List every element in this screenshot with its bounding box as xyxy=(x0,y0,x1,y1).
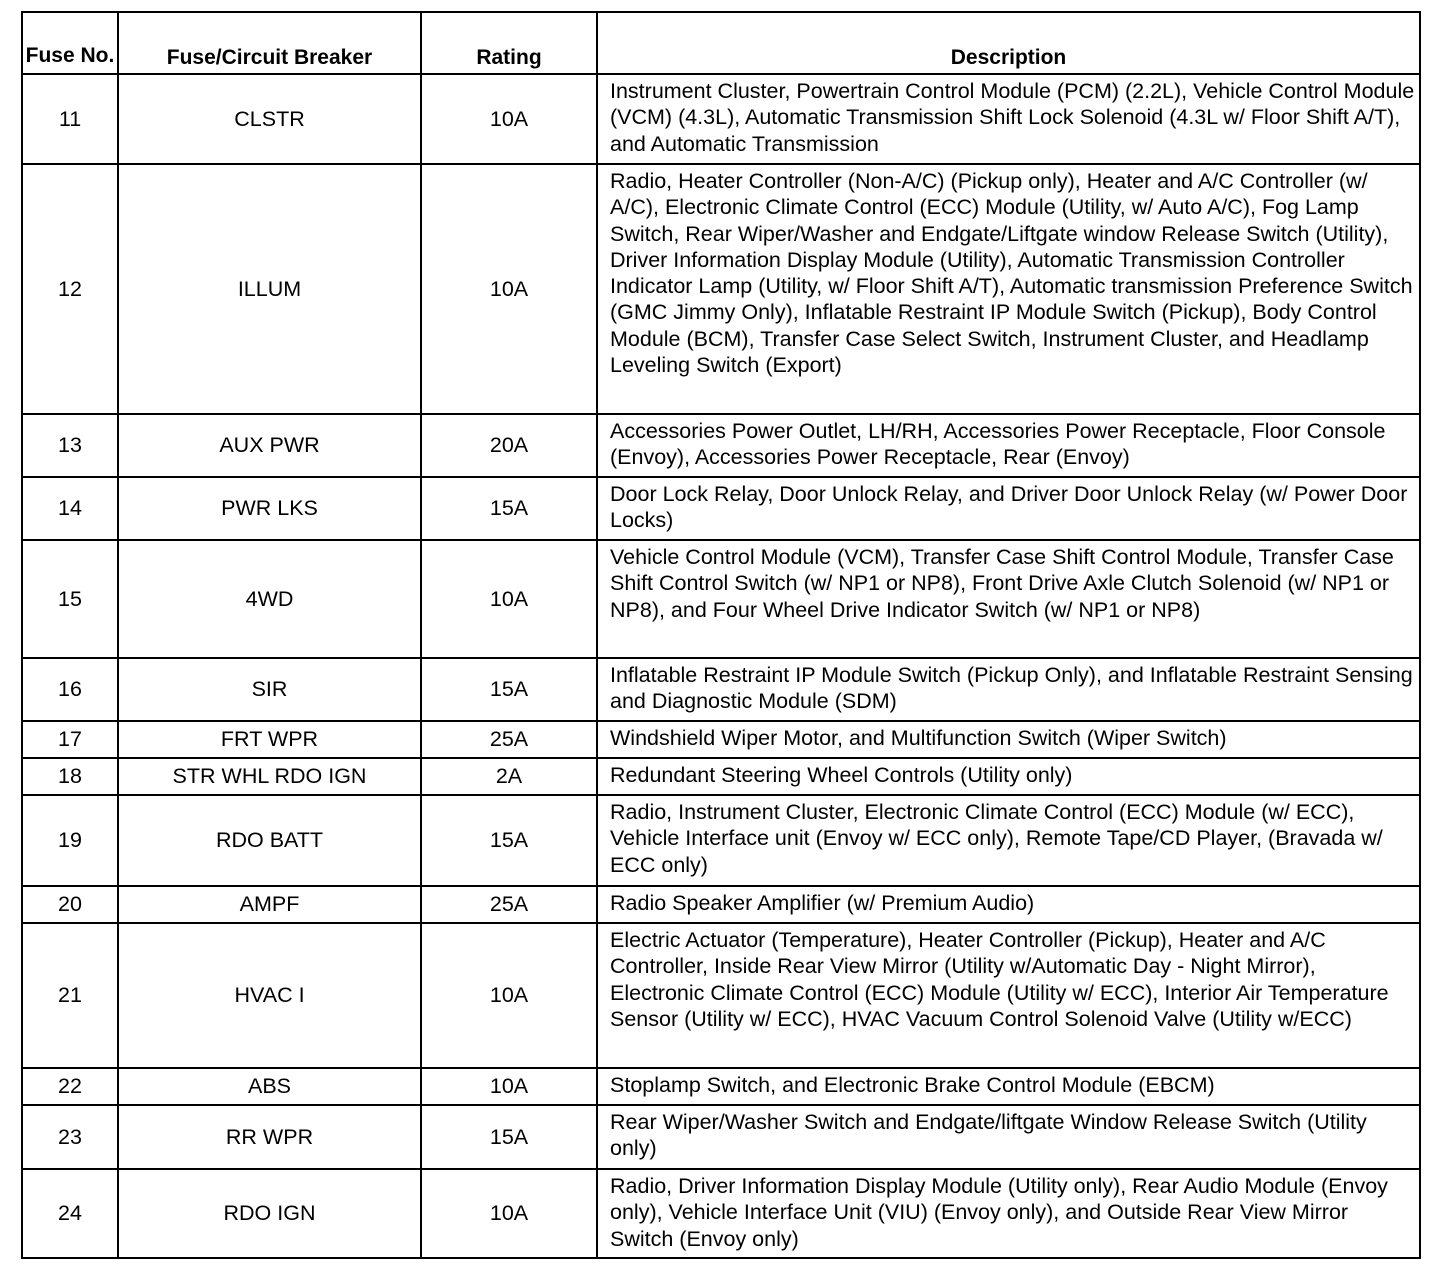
fuse-rating: 10A xyxy=(421,540,597,658)
table-row xyxy=(22,540,1420,658)
fuse-description: Radio, Driver Information Display Module (Utility only), Rear Audio Module (Envoy only), Vehicle Interface Unit (VIU) (Envoy only), and Outside Rear View Mirror Switch (Envoy only) xyxy=(597,1169,1420,1258)
fuse-number: 18 xyxy=(22,758,118,795)
table-row xyxy=(22,74,1420,164)
fuse-number: 23 xyxy=(22,1105,118,1169)
fuse-number: 21 xyxy=(22,923,118,1068)
fuse-description: Radio Speaker Amplifier (w/ Premium Audio) xyxy=(597,886,1420,923)
table-row xyxy=(22,721,1420,758)
fuse-circuit-name: RDO BATT xyxy=(118,795,421,886)
fuse-circuit-name: RDO IGN xyxy=(118,1169,421,1258)
fuse-rating: 15A xyxy=(421,795,597,886)
fuse-rating: 15A xyxy=(421,658,597,721)
fuse-rating: 15A xyxy=(421,477,597,540)
fuse-circuit-name: RR WPR xyxy=(118,1105,421,1169)
fuse-rating: 15A xyxy=(421,1105,597,1169)
fuse-number: 22 xyxy=(22,1068,118,1105)
table-row xyxy=(22,1169,1420,1258)
fuse-description: Electric Actuator (Temperature), Heater Controller (Pickup), Heater and A/C Controller, Inside Rear View Mirror (Utility w/Automatic Day - Night Mirror), Electronic Climate Control (ECC) Module (Utility w/ ECC), Interior Air Temperature Sensor (Utility w/ ECC), HVAC Vacuum Control Solenoid Valve (Utility w/ECC) xyxy=(597,923,1420,1068)
fuse-description: Radio, Instrument Cluster, Electronic Climate Control (ECC) Module (w/ ECC), Vehicle Interface unit (Envoy w/ ECC only), Remote Tape/CD Player, (Bravada w/ ECC only) xyxy=(597,795,1420,886)
fuse-number: 11 xyxy=(22,74,118,164)
fuse-description: Radio, Heater Controller (Non-A/C) (Pickup only), Heater and A/C Controller (w/ A/C), Electronic Climate Control (ECC) Module (Utility, w/ Auto A/C), Fog Lamp Switch, Rear Wiper/Washer and Endgate/Liftgate window Release Switch (Utility), Driver Information Display Module (Utility), Automatic Transmission Controller Indicator Lamp (Utility, w/ Floor Shift A/T), Automatic transmission Preference Switch (GMC Jimmy Only), Inflatable Restraint IP Module Switch (Pickup), Body Control Module (BCM), Transfer Case Select Switch, Instrument Cluster, and Headlamp Leveling Switch (Export) xyxy=(597,164,1420,414)
fuse-circuit-name: STR WHL RDO IGN xyxy=(118,758,421,795)
fuse-number: 17 xyxy=(22,721,118,758)
fuse-table xyxy=(21,11,1421,1259)
fuse-rating: 10A xyxy=(421,164,597,414)
header-rating: Rating xyxy=(421,12,597,74)
fuse-circuit-name: SIR xyxy=(118,658,421,721)
fuse-circuit-name: ILLUM xyxy=(118,164,421,414)
fuse-rating: 25A xyxy=(421,721,597,758)
fuse-number: 13 xyxy=(22,414,118,477)
fuse-circuit-name: CLSTR xyxy=(118,74,421,164)
fuse-description: Inflatable Restraint IP Module Switch (Pickup Only), and Inflatable Restraint Sensing and Diagnostic Module (SDM) xyxy=(597,658,1420,721)
fuse-circuit-name: ABS xyxy=(118,1068,421,1105)
fuse-circuit-name: PWR LKS xyxy=(118,477,421,540)
fuse-description: Instrument Cluster, Powertrain Control Module (PCM) (2.2L), Vehicle Control Module (VCM) (4.3L), Automatic Transmission Shift Lock Solenoid (4.3L w/ Floor Shift A/T), and Automatic Transmission xyxy=(597,74,1420,164)
fuse-rating: 10A xyxy=(421,1068,597,1105)
fuse-number: 12 xyxy=(22,164,118,414)
fuse-description: Vehicle Control Module (VCM), Transfer Case Shift Control Module, Transfer Case Shift Control Switch (w/ NP1 or NP8), Front Drive Axle Clutch Solenoid (w/ NP1 or NP8), and Four Wheel Drive Indicator Switch (w/ NP1 or NP8) xyxy=(597,540,1420,658)
fuse-number: 16 xyxy=(22,658,118,721)
table-row xyxy=(22,886,1420,923)
header-fuse-no: Fuse No. xyxy=(22,12,118,74)
fuse-number: 24 xyxy=(22,1169,118,1258)
fuse-circuit-name: HVAC I xyxy=(118,923,421,1068)
fuse-rating: 25A xyxy=(421,886,597,923)
fuse-rating: 2A xyxy=(421,758,597,795)
table-row xyxy=(22,1105,1420,1169)
fuse-description: Accessories Power Outlet, LH/RH, Accessories Power Receptacle, Floor Console (Envoy), Accessories Power Receptacle, Rear (Envoy) xyxy=(597,414,1420,477)
fuse-number: 20 xyxy=(22,886,118,923)
fuse-number: 15 xyxy=(22,540,118,658)
fuse-description: Stoplamp Switch, and Electronic Brake Control Module (EBCM) xyxy=(597,1068,1420,1105)
fuse-rating: 10A xyxy=(421,1169,597,1258)
table-body xyxy=(22,74,1420,1258)
fuse-description: Door Lock Relay, Door Unlock Relay, and Driver Door Unlock Relay (w/ Power Door Locks) xyxy=(597,477,1420,540)
fuse-rating: 10A xyxy=(421,923,597,1068)
table-header xyxy=(22,12,1420,74)
table-row xyxy=(22,414,1420,477)
fuse-circuit-name: AMPF xyxy=(118,886,421,923)
fuse-rating: 20A xyxy=(421,414,597,477)
fuse-description: Rear Wiper/Washer Switch and Endgate/liftgate Window Release Switch (Utility only) xyxy=(597,1105,1420,1169)
table-row xyxy=(22,758,1420,795)
fuse-number: 19 xyxy=(22,795,118,886)
header-fuse-breaker: Fuse/Circuit Breaker xyxy=(118,12,421,74)
fuse-number: 14 xyxy=(22,477,118,540)
header-description: Description xyxy=(597,12,1420,74)
table-row xyxy=(22,923,1420,1068)
fuse-circuit-name: 4WD xyxy=(118,540,421,658)
fuse-rating: 10A xyxy=(421,74,597,164)
fuse-description: Redundant Steering Wheel Controls (Utility only) xyxy=(597,758,1420,795)
table-row xyxy=(22,795,1420,886)
table-row xyxy=(22,1068,1420,1105)
fuse-circuit-name: FRT WPR xyxy=(118,721,421,758)
fuse-description: Windshield Wiper Motor, and Multifunction Switch (Wiper Switch) xyxy=(597,721,1420,758)
table-row xyxy=(22,164,1420,414)
table-row xyxy=(22,477,1420,540)
fuse-circuit-name: AUX PWR xyxy=(118,414,421,477)
header-row xyxy=(22,12,1420,74)
table-row xyxy=(22,658,1420,721)
